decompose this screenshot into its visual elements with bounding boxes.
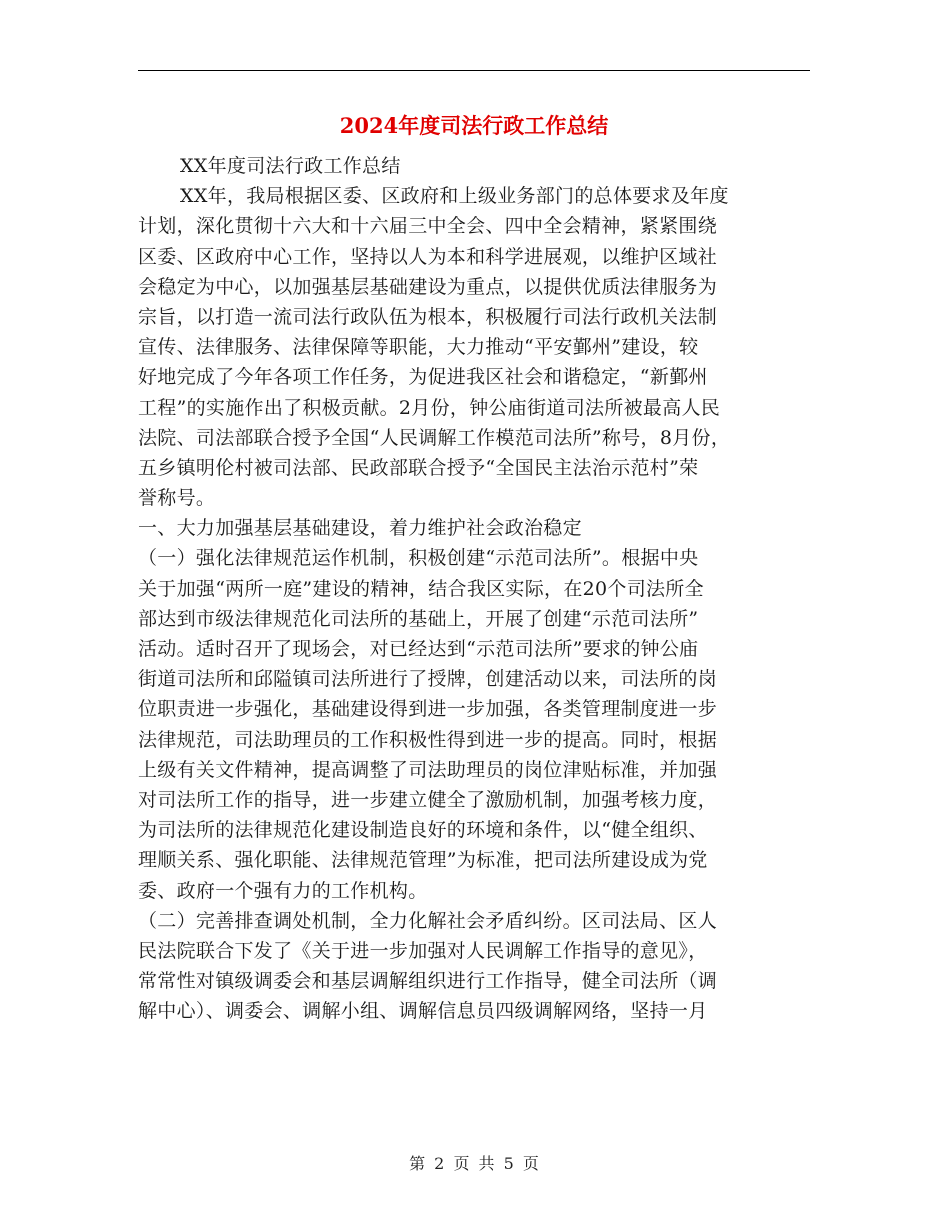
paragraph-line: 宣传、法律服务、法律保障等职能，大力推动“平安鄞州”建设，较 <box>138 336 699 359</box>
section-heading: 一、大力加强基层基础建设，着力维护社会政治稳定 <box>138 517 582 540</box>
page-number-footer: 第 2 页 共 5 页 <box>409 1154 541 1173</box>
paragraph-line: 部达到市级法律规范化司法所的基础上，开展了创建“示范司法所” <box>138 607 699 630</box>
paragraph-line: 对司法所工作的指导，进一步建立健全了激励机制，加强考核力度， <box>138 788 718 811</box>
paragraph-line: XX年度司法行政工作总结 <box>180 155 401 177</box>
paragraph-line: XX年，我局根据区委、区政府和上级业务部门的总体要求及年度 <box>180 185 729 208</box>
paragraph-line: 上级有关文件精神，提高调整了司法助理员的岗位津贴标准，并加强 <box>138 758 718 781</box>
paragraph-line: 委、政府一个强有力的工作机构。 <box>138 879 428 902</box>
paragraph-line: 宗旨，以打造一流司法行政队伍为根本，积极履行司法行政机关法制 <box>138 305 718 328</box>
paragraph-line: 誉称号。 <box>138 487 216 510</box>
paragraph-line: 计划，深化贯彻十六大和十六届三中全会、四中全会精神，紧紧围绕 <box>138 215 718 238</box>
paragraph-line: 会稳定为中心，以加强基层基础建设为重点，以提供优质法律服务为 <box>138 275 718 298</box>
paragraph-line: 街道司法所和邱隘镇司法所进行了授牌，创建活动以来，司法所的岗 <box>138 668 718 691</box>
paragraph-line: 关于加强“两所一庭”建设的精神，结合我区实际，在20个司法所全 <box>138 577 704 600</box>
paragraph-line: 民法院联合下发了《关于进一步加强对人民调解工作指导的意见》， <box>138 939 708 962</box>
subsection-heading-line: （一）强化法律规范运作机制，积极创建“示范司法所”。根据中央 <box>138 547 699 570</box>
paragraph-line: 理顺关系、强化职能、法律规范管理”为标准，把司法所建设成为党 <box>138 849 708 872</box>
paragraph-line: 为司法所的法律规范化建设制造良好的环境和条件，以“健全组织、 <box>138 819 708 842</box>
paragraph-line: 好地完成了今年各项工作任务，为促进我区社会和谐稳定，“新鄞州 <box>138 366 708 389</box>
paragraph-line: 法律规范，司法助理员的工作积极性得到进一步的提高。同时，根据 <box>138 728 718 751</box>
header-rule <box>138 70 810 71</box>
paragraph-line: 法院、司法部联合授予全国“人民调解工作模范司法所”称号，8月份， <box>138 426 731 449</box>
paragraph-line: 五乡镇明伦村被司法部、民政部联合授予“全国民主法治示范村”荣 <box>138 456 699 479</box>
subsection-heading-line: （二）完善排查调处机制，全力化解社会矛盾纠纷。区司法局、区人 <box>138 909 718 932</box>
document-body <box>138 151 818 1026</box>
paragraph-line: 工程”的实施作出了积极贡献。2月份，钟公庙街道司法所被最高人民 <box>138 396 721 419</box>
document-title: 2024年度司法行政工作总结 <box>339 113 609 138</box>
paragraph-line: 常常性对镇级调委会和基层调解组织进行工作指导，健全司法所（调 <box>138 970 718 993</box>
paragraph-line: 解中心）、调委会、调解小组、调解信息员四级调解网络，坚持一月 <box>138 1000 708 1023</box>
paragraph-line: 活动。适时召开了现场会，对已经达到“示范司法所”要求的钟公庙 <box>138 638 699 660</box>
paragraph-line: 区委、区政府中心工作，坚持以人为本和科学进展观，以维护区域社 <box>138 245 718 268</box>
paragraph-line: 位职责进一步强化，基础建设得到进一步加强，各类管理制度进一步 <box>138 698 718 721</box>
